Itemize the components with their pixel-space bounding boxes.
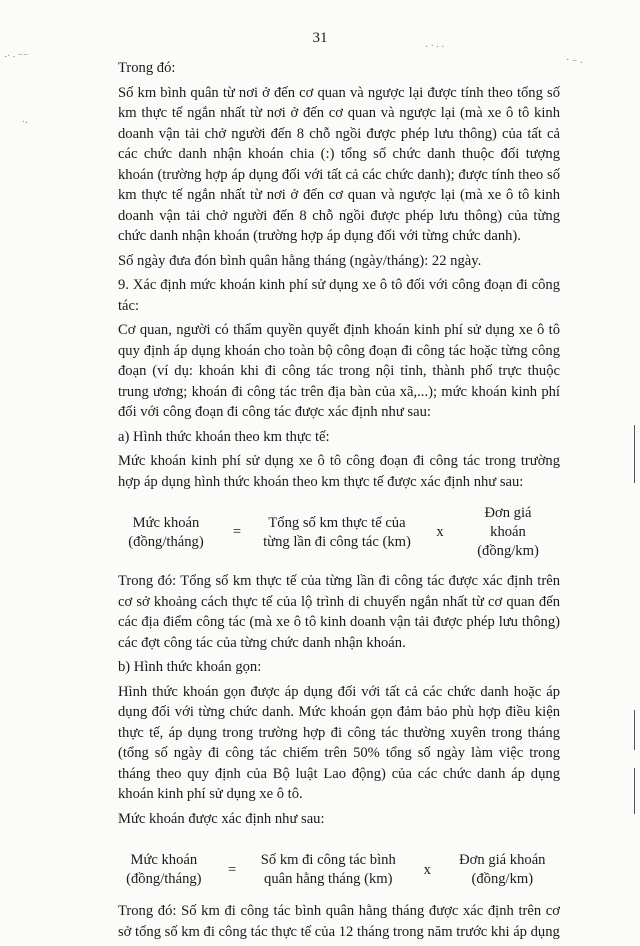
subsection-heading: a) Hình thức khoán theo km thực tế: — [118, 428, 330, 445]
subsection-heading: b) Hình thức khoán gọn: — [118, 659, 262, 675]
scan-speck: ·ˑ ∙ ⁻⁻ — [4, 52, 29, 63]
page-number: 31 — [312, 30, 328, 46]
scan-edge-line — [634, 710, 635, 750]
multiply-sign: x — [423, 861, 431, 878]
scan-speck: ˙ ⁻ · — [566, 58, 583, 69]
paragraph: Mức khoán kinh phí sử dụng xe ô tô công đoạn đi công tác trong trường hợp áp dụng hình thức khoán theo km thực tế được xác định như sau: — [118, 453, 560, 490]
scan-edge-line — [634, 768, 635, 814]
section-heading: 9. Xác định mức khoán kinh phí sử dụng xe ô tô đối với công đoạn đi công tác: — [118, 277, 560, 314]
formula-left: Mức khoán (đồng/tháng) — [128, 514, 204, 550]
scan-speck: ˑ· — [22, 118, 29, 129]
paragraph: Trong đó: Tổng số km thực tế của từng lần đi công tác được xác định trên cơ sở khoảng cách thực tế của lộ trình di chuyển ngắn nhất từ cơ quan đến các địa điểm công tác (mà xe ô tô kinh doanh vận tải được phép lưu thông) các đợt công tác của từng chức danh nhận khoán. — [118, 573, 560, 651]
equals-sign: = — [232, 524, 242, 540]
paragraph: Trong đó: Số km đi công tác bình quân hằng tháng được xác định trên cơ sở tổng số km đi công tác thực tế của 12 tháng trong năm trước khi áp dụng — [118, 903, 560, 940]
multiply-sign: x — [436, 524, 444, 540]
paragraph: Số ngày đưa đón bình quân hằng tháng (ngày/tháng): 22 ngày. — [118, 252, 482, 269]
scan-edge-line — [634, 425, 635, 483]
paragraph: Cơ quan, người có thẩm quyền quyết định khoán kinh phí sử dụng xe ô tô quy định áp dụng khoán cho toàn bộ công đoạn đi công tác hoặc từng công đoạn (ví dụ: khoán khi đi công tác trong nội tỉnh, thành phố trực thuộc trung ương; khoán đi công tác trên địa bàn của xã,...); mức khoán kinh phí đối với công đoạn đi công tác được xác định như sau: — [118, 322, 560, 420]
formula-left: Mức khoán (đồng/tháng) — [126, 852, 202, 887]
paragraph: Hình thức khoán gọn được áp dụng đối với tất cả các chức danh hoặc áp dụng đối với từng chức danh. Mức khoán gọn đảm bảo phù hợp điều kiện thực tế, áp dụng trong trường hợp đi công tác thường xuyên trong tháng (tổng số ngày đi công tác chiếm trên 50% tổng số ngày làm việc trong tháng theo quy định của Bộ luật Lao động) của các chức danh áp dụng khoán kinh phí sử dụng xe ô tô. — [118, 683, 560, 802]
scan-speck: · ˑ ∙ · — [425, 42, 445, 53]
document-body — [118, 58, 560, 946]
formula-right: Đơn giá khoán (đồng/km) — [477, 505, 539, 559]
paragraph: Số km bình quân từ nơi ở đến cơ quan và ngược lại được tính theo tổng số km thực tế ngắn nhất từ nơi ở đến cơ quan và ngược lại (mà xe ô tô kinh doanh vận tải chở người đến 8 chỗ ngồi được phép lưu thông) của tất cả các chức danh nhận khoán chia (:) tổng số chức danh thuộc đối tượng khoán (trường hợp áp dụng đối với tất cả các chức danh); được tính theo số km thực tế ngắn nhất từ nơi ở đến cơ quan và ngược lại (mà xe ô tô kinh doanh vận tải chở người đến 8 chỗ ngồi được phép lưu thông) của từng chức danh nhận khoán (trường hợp áp dụng đối với từng chức danh). — [118, 84, 560, 244]
paragraph: Trong đó: — [118, 60, 176, 76]
formula-middle: Tổng số km thực tế của từng lần đi công tác (km) — [263, 514, 411, 550]
formula-actual-km — [110, 504, 560, 561]
formula-lump-sum — [110, 851, 560, 889]
paragraph: Mức khoán được xác định như sau: — [118, 810, 325, 827]
formula-right: Đơn giá khoán (đồng/km) — [459, 852, 546, 887]
formula-middle: Số km đi công tác bình quân hằng tháng (km) — [260, 852, 396, 887]
equals-sign: = — [227, 861, 237, 878]
